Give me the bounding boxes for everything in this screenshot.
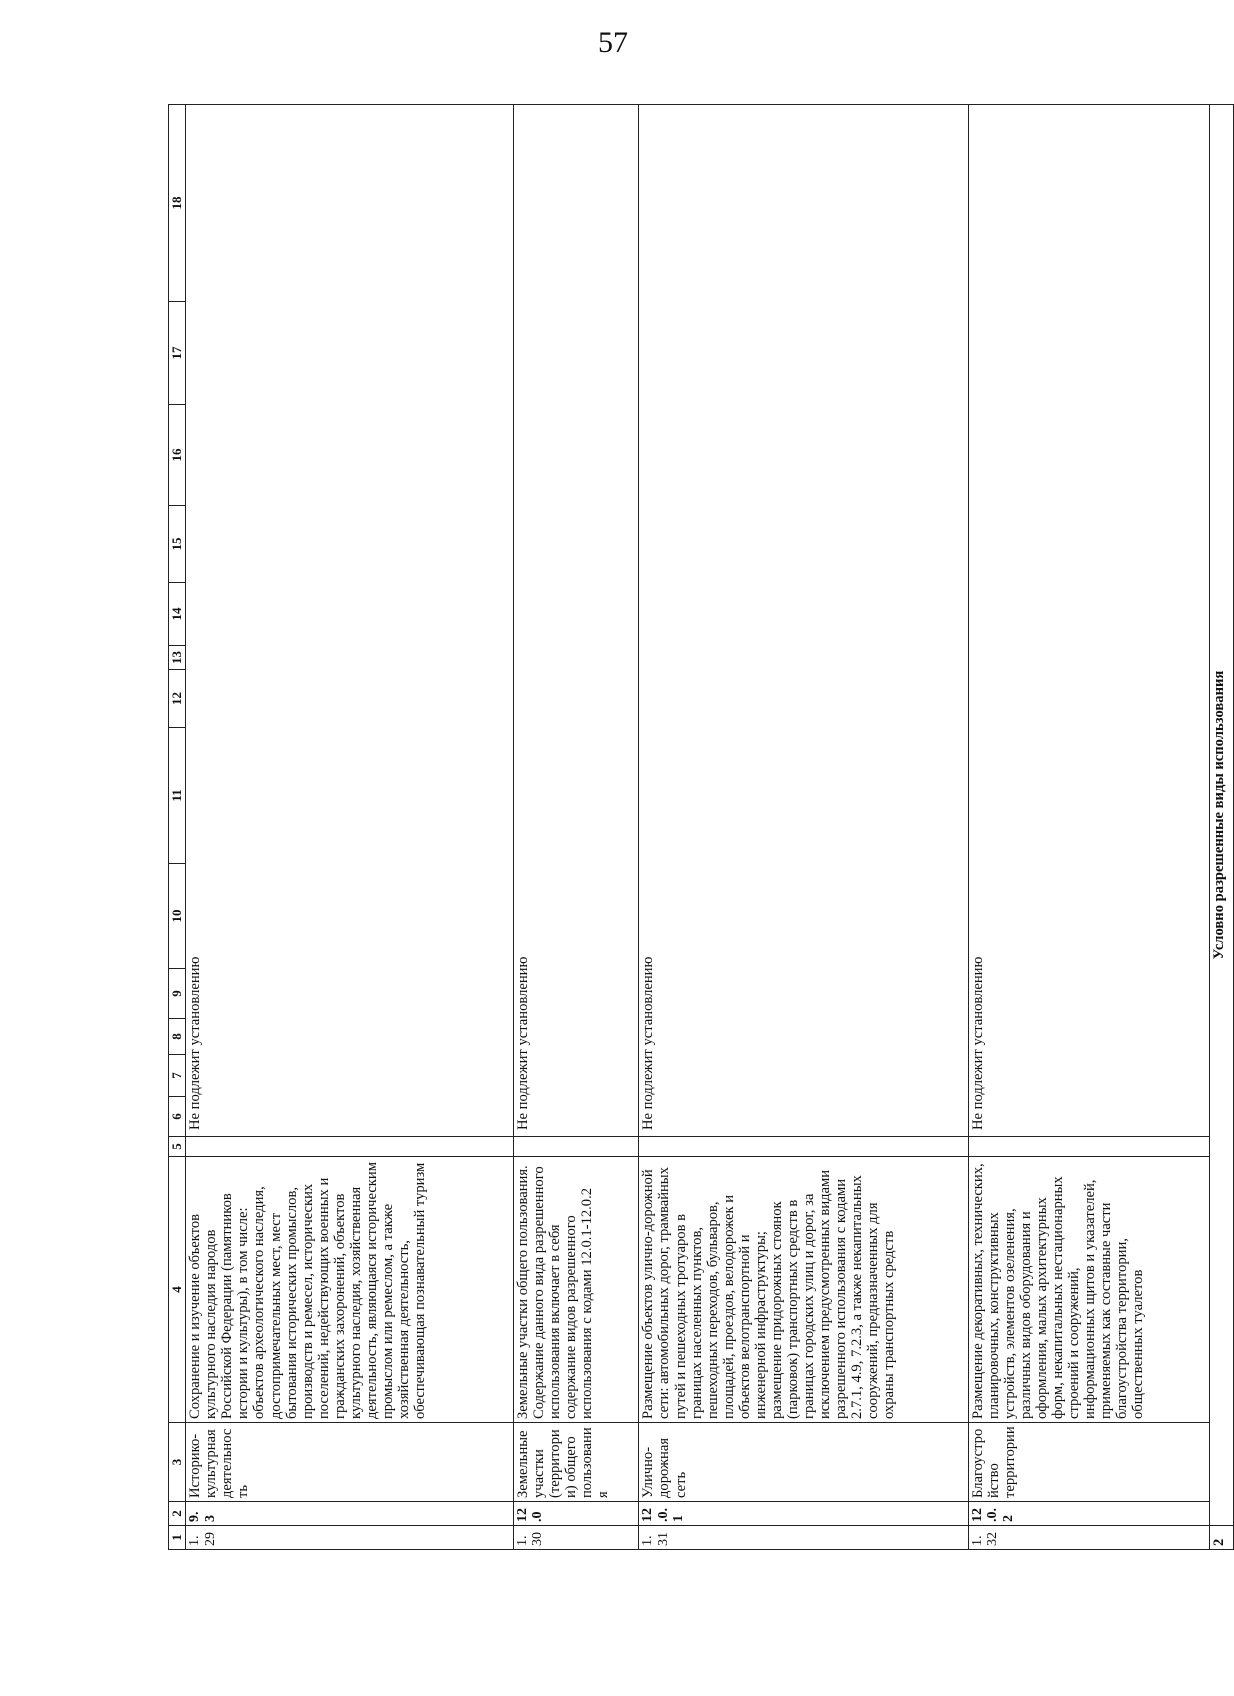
col-header: 3 — [169, 1423, 186, 1502]
row-code: 12.0 — [513, 1502, 639, 1526]
row-name: Улично-дорожная сеть — [639, 1423, 968, 1502]
col-header: 5 — [169, 1137, 186, 1157]
row-number: 1.30 — [513, 1526, 639, 1550]
col-header: 10 — [169, 864, 186, 969]
table-row — [968, 105, 1209, 1550]
col-header: 4 — [169, 1157, 186, 1423]
table-row — [513, 105, 639, 1550]
col-header: 13 — [169, 646, 186, 670]
col-header: 1 — [169, 1526, 186, 1550]
section-row — [1209, 105, 1233, 1550]
col-header: 6 — [169, 1097, 186, 1137]
table-row — [639, 105, 968, 1550]
table-stage — [168, 105, 1234, 1550]
empty-cell — [513, 1137, 639, 1157]
row-note: Не подлежит установлению — [186, 105, 513, 1137]
row-name: Благоустройство территории — [968, 1423, 1209, 1502]
row-description: Размещение объектов улично-дорожной сети: автомобильных дорог, трамвайных путей и пешеходных тротуаров в границах населенных пунктов, пешеходных переходов, бульваров, площадей, проездов, велодорожек и объектов велотранспортной и инженерной инфраструктуры; размещение придорожных стоянок (парковок) транспортных средств в границах городских улиц и дорог, за исключением предусмотренных видами разрешенного использования с кодами 2.7.1, 4.9, 7.2.3, а также некапитальных сооружений, предназначенных для охраны транспортных средств — [639, 1157, 968, 1423]
table-row — [186, 105, 513, 1550]
col-header: 9 — [169, 969, 186, 1019]
row-description: Размещение декоративных, технических, планировочных, конструктивных устройств, элементов озеленения, различных видов оборудования и оформления, малых архитектурных форм, некапитальных нестационарных строений и сооружений, информационных щитов и указателей, применяемых как составные части благоустройства территории, общественных туалетов — [968, 1157, 1209, 1423]
col-header: 17 — [169, 302, 186, 405]
header-row — [169, 105, 186, 1550]
row-note: Не подлежит установлению — [513, 105, 639, 1137]
row-name: Земельные участки (территории) общего пользования — [513, 1423, 639, 1502]
empty-cell — [639, 1137, 968, 1157]
col-header: 14 — [169, 583, 186, 646]
row-number: 1.29 — [186, 1526, 513, 1550]
row-description: Сохранение и изучение объектов культурного наследия народов Российской Федерации (памятников истории и культуры), в том числе: объектов археологического наследия, достопримечательных мест, мест бытования исторических промыслов, производств и ремесел, исторических поселений, недействующих военных и гражданских захоронений, объектов культурного наследия, хозяйственная деятельность, являющаяся историческим промыслом или ремеслом, а также хозяйственная деятельность, обеспечивающая познавательный туризм — [186, 1157, 513, 1423]
row-note: Не подлежит установлению — [639, 105, 968, 1137]
col-header: 12 — [169, 670, 186, 728]
row-code: 9.3 — [186, 1502, 513, 1526]
col-header: 8 — [169, 1019, 186, 1055]
row-number: 1.31 — [639, 1526, 968, 1550]
col-header: 15 — [169, 506, 186, 583]
row-code: 12.0.2 — [968, 1502, 1209, 1526]
section-number: 2 — [1209, 1526, 1233, 1550]
col-header: 18 — [169, 105, 186, 302]
page-number: 57 — [598, 26, 628, 59]
col-header: 11 — [169, 728, 186, 864]
empty-cell — [186, 1137, 513, 1157]
row-description: Земельные участки общего пользования. Содержание данного вида разрешенного использования включает в себя содержание видов разрешенного использования с кодами 12.0.1-12.0.2 — [513, 1157, 639, 1423]
row-number: 1.32 — [968, 1526, 1209, 1550]
col-header: 16 — [169, 405, 186, 506]
row-name: Историко-культурная деятельность — [186, 1423, 513, 1502]
row-note: Не подлежит установлению — [968, 105, 1209, 1137]
rotated-table-wrapper — [168, 105, 1234, 1550]
col-header: 2 — [169, 1502, 186, 1526]
col-header: 7 — [169, 1055, 186, 1097]
row-code: 12.0.1 — [639, 1502, 968, 1526]
section-title: Условно разрешенные виды использования — [1209, 105, 1233, 1526]
land-use-table — [168, 104, 1234, 1550]
empty-cell — [968, 1137, 1209, 1157]
